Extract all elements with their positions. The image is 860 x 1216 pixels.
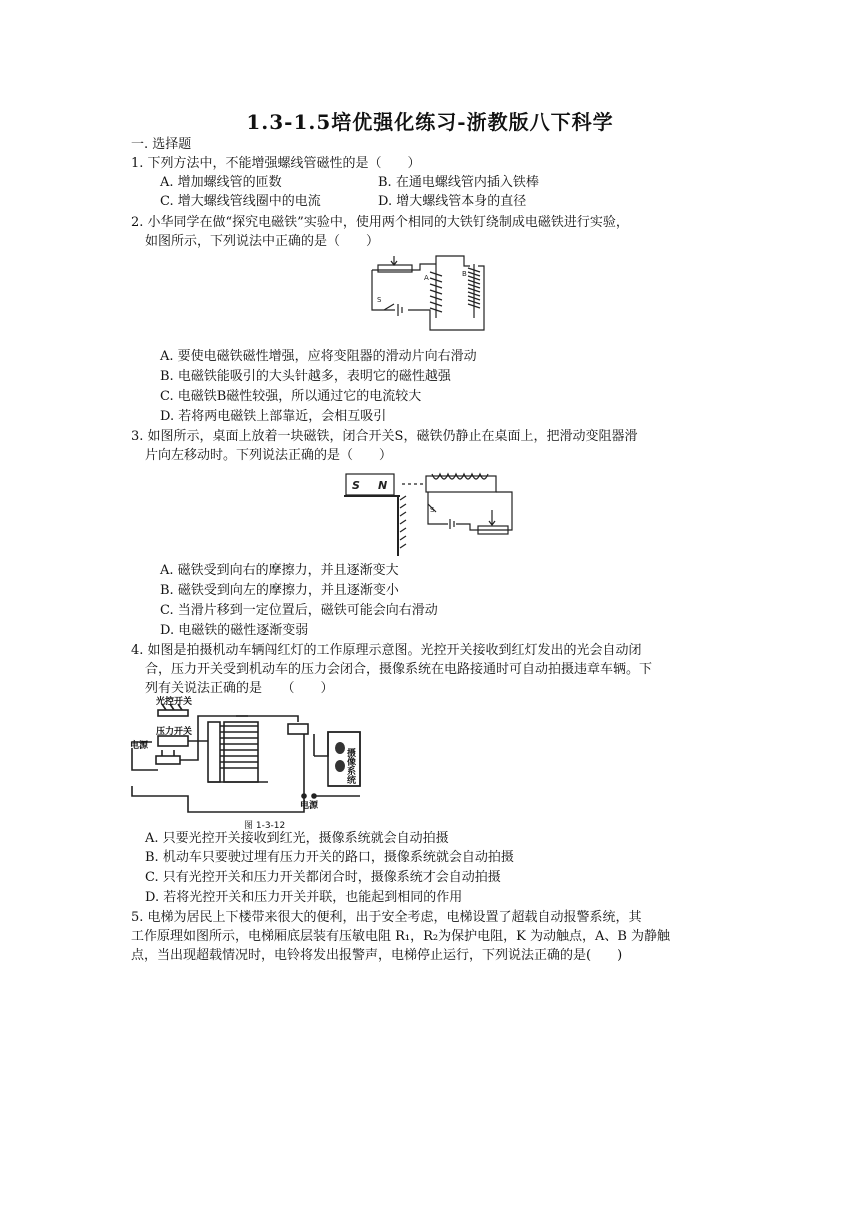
q4-power-left-label: 电源 xyxy=(130,741,149,751)
q4-figure-caption: 图 1-3-12 xyxy=(244,821,286,831)
q4-camera-circuit-figure xyxy=(128,696,368,832)
q5-line2: 工作原理如图所示，电梯厢底层装有压敏电阻 R₁，R₂为保护电阻，K 为动触点，A、B 为静触 xyxy=(131,929,671,944)
q3-stem-line1: 3. 如图所示，桌面上放着一块磁铁，闭合开关S，磁铁仍静止在桌面上，把滑动变阻器滑 xyxy=(131,429,638,444)
q3-switch-label: S xyxy=(430,506,435,514)
q3-option-a: A. 磁铁受到向右的摩擦力，并且逐渐变大 xyxy=(160,563,399,578)
q4-stem-line1: 4. 如图是拍摄机动车辆闯红灯的工作原理示意图。光控开关接收到红灯发出的光会自动闭 xyxy=(131,643,642,658)
q4-stem-line3: 列有关说法正确的是 （ ） xyxy=(145,681,334,696)
q3-magnet-figure xyxy=(340,468,520,558)
q4-option-b: B. 机动车只要驶过埋有压力开关的路口，摄像系统就会自动拍摄 xyxy=(145,850,514,865)
q2-stem-line1: 2. 小华同学在做“探究电磁铁”实验中，使用两个相同的大铁钉绕制成电磁铁进行实验， xyxy=(131,215,629,230)
q2-option-c: C. 电磁铁B磁性较强，所以通过它的电流较大 xyxy=(160,389,422,404)
q4-pressure-switch-label: 压力开关 xyxy=(156,727,193,737)
q3-magnet-n: N xyxy=(378,479,388,492)
q2-stem-line2: 如图所示，下列说法中正确的是（ ） xyxy=(145,234,380,249)
q1-stem: 1. 下列方法中，不能增强螺线管磁性的是（ ） xyxy=(131,156,421,171)
q2-label-a: A xyxy=(424,274,429,282)
q4-power-bottom-label: 电源 xyxy=(300,801,319,811)
q5-line3: 点，当出现超载情况时，电铃将发出报警声，电梯停止运行，下列说法正确的是( ) xyxy=(131,948,623,963)
q2-option-d: D. 若将两电磁铁上部靠近，会相互吸引 xyxy=(160,409,387,424)
q1-option-c: C. 增大螺线管线圈中的电流 xyxy=(160,194,321,209)
q4-camera-label: 摄像系统 xyxy=(345,748,355,784)
q2-label-b: B xyxy=(462,270,467,278)
q4-light-switch-label: 光控开关 xyxy=(156,697,193,707)
q3-option-b: B. 磁铁受到向左的摩擦力，并且逐渐变小 xyxy=(160,583,399,598)
q1-option-d: D. 增大螺线管本身的直径 xyxy=(378,194,527,209)
q4-option-c: C. 只有光控开关和压力开关都闭合时，摄像系统才会自动拍摄 xyxy=(145,870,501,885)
q1-option-a: A. 增加螺线管的匝数 xyxy=(160,175,282,190)
q3-option-d: D. 电磁铁的磁性逐渐变弱 xyxy=(160,623,309,638)
q3-stem-line2: 片向左移动时。下列说法正确的是（ ） xyxy=(145,448,393,463)
page-title: 1.3-1.5培优强化练习-浙教版八下科学 xyxy=(246,110,614,134)
q2-electromagnet-figure xyxy=(360,252,500,348)
q3-option-c: C. 当滑片移到一定位置后，磁铁可能会向右滑动 xyxy=(160,603,438,618)
q2-label-s: S xyxy=(377,296,382,304)
q4-option-d: D. 若将光控开关和压力开关并联，也能起到相同的作用 xyxy=(145,890,463,905)
q2-option-b: B. 电磁铁能吸引的大头针越多，表明它的磁性越强 xyxy=(160,369,451,384)
q4-option-a: A. 只要光控开关接收到红光，摄像系统就会自动拍摄 xyxy=(145,831,449,846)
q3-magnet-s: S xyxy=(352,479,360,492)
q2-option-a: A. 要使电磁铁磁性增强，应将变阻器的滑动片向右滑动 xyxy=(160,349,477,364)
q1-option-b: B. 在通电螺线管内插入铁棒 xyxy=(378,175,539,190)
q5-line1: 5. 电梯为居民上下楼带来很大的便利，出于安全考虑，电梯设置了超载自动报警系统，其 xyxy=(131,910,642,925)
section-heading: 一. 选择题 xyxy=(131,137,192,152)
q4-stem-line2: 合，压力开关受到机动车的压力会闭合，摄像系统在电路接通时可自动拍摄违章车辆。下 xyxy=(145,662,653,677)
